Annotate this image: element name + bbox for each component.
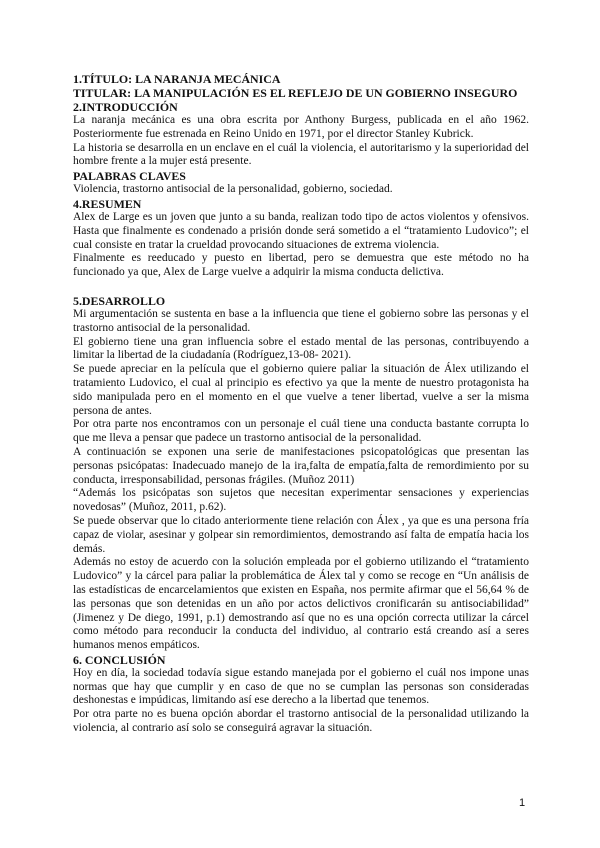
summary-paragraph: Alex de Large es un joven que junto a su banda, realizan todo tipo de actos violentos y ofensivos. Hasta que finalmente es condenado a prisión donde será sometido a el “tratamiento Ludovico”; el cual consiste en tratar la crueldad provocando situaciones de extrema violencia. xyxy=(73,210,529,251)
development-paragraph: Además no estoy de acuerdo con la solución empleada por el gobierno utilizando el “tratamiento Ludovico” y la cárcel para paliar la problemática de Álex tal y como se recoge en “Un análisis de las estadísticas de encarcelamientos que existen en España, nos permite afirmar que el 56,64 % de las personas que son detenidas en un año por actos delictivos cronificarán su antisociabilidad” (Jimenez y De diego, 1991, p.1) demostrando así que no es una opción correcta utilizar la cárcel como método para reconducir la conducta del individuo, al contrario está creando así a seres humanos menos empáticos. xyxy=(73,556,529,652)
development-heading: 5.DESARROLLO xyxy=(73,293,166,308)
introduction-heading: 2.INTRODUCCIÓN xyxy=(73,100,178,114)
conclusion-paragraph: Por otra parte no es buena opción abordar el trastorno antisocial de la personalidad utilizando la violencia, al contrario así solo se conseguirá agravar la situación. xyxy=(73,708,529,735)
development-paragraph: A continuación se exponen una serie de manifestaciones psicopatológicas que presentan las personas psicópatas: Inadecuado manejo de la ira,falta de empatía,falta de remordimiento por su conducta, irresponsabilidad, personas frágiles. (Muñoz 2011) xyxy=(73,445,529,486)
document-headline: TITULAR: LA MANIPULACIÓN ES EL REFLEJO DE UN GOBIERNO INSEGURO xyxy=(73,86,518,100)
development-paragraph: Se puede apreciar en la película que el gobierno quiere paliar la situación de Álex utilizando el tratamiento Ludovico, el cual al principio es efectivo ya que la mente de nuestro protagonista ha sido manipulada pero en el momento en el que vuelve a tener libertad, vuelve a ser la misma persona de antes. xyxy=(73,363,529,417)
development-paragraph: Mi argumentación se sustenta en base a la influencia que tiene el gobierno sobre las personas y el trastorno antisocial de la personalidad. xyxy=(73,307,529,334)
introduction-paragraph: La historia se desarrolla en un enclave en el cuál la violencia, el autoritarismo y la superioridad del hombre frente a la mujer está presente. xyxy=(73,141,529,168)
development-paragraph: El gobierno tiene una gran influencia sobre el estado mental de las personas, contribuyendo a limitar la libertad de la ciudadanía (Rodríguez,13-08- 2021). xyxy=(73,335,529,362)
introduction-paragraph: La naranja mecánica es una obra escrita por Anthony Burgess, publicada en el año 1962. Posteriormente fue estrenada en Reino Unido en 1971, por el director Stanley Kubrick. xyxy=(73,114,529,140)
development-quote: “Además los psicópatas son sujetos que necesitan experimentar sensaciones y experiencias novedosas” (Muñoz, 2011, p.62). xyxy=(73,487,529,514)
document-title: 1.TÍTULO: LA NARANJA MECÁNICA xyxy=(73,72,281,86)
summary-heading: 4.RESUMEN xyxy=(73,196,142,211)
keywords-text: Violencia, trastorno antisocial de la personalidad, gobierno, sociedad. xyxy=(73,183,393,196)
page-number: 1 xyxy=(519,797,526,809)
section-spacer xyxy=(73,280,529,294)
summary-paragraph: Finalmente es reeducado y puesto en libertad, pero se demuestra que este método no ha funcionado ya que, Alex de Large vuelve a adquirir la misma conducta delictiva. xyxy=(73,252,529,279)
document-body xyxy=(73,72,529,736)
conclusion-heading: 6. CONCLUSIÓN xyxy=(73,652,166,667)
keywords-heading: PALABRAS CLAVES xyxy=(73,169,186,184)
development-paragraph: Por otra parte nos encontramos con un personaje el cuál tiene una conducta bastante corrupta lo que me lleva a pensar que padece un trastorno antisocial de la personalidad. xyxy=(73,418,529,445)
conclusion-paragraph: Hoy en día, la sociedad todavía sigue estando manejada por el gobierno el cuál nos impone unas normas que hay que cumplir y en caso de que no se cumplan las personas son consideradas deshonestas e impúdicas, limitando así ese derecho a la libertad que tenemos. xyxy=(73,666,529,707)
development-paragraph: Se puede observar que lo citado anteriormente tiene relación con Álex , ya que es una persona fría capaz de violar, asesinar y golpear sin remordimientos, demostrando así falta de empatía hacia los demás. xyxy=(73,514,529,555)
